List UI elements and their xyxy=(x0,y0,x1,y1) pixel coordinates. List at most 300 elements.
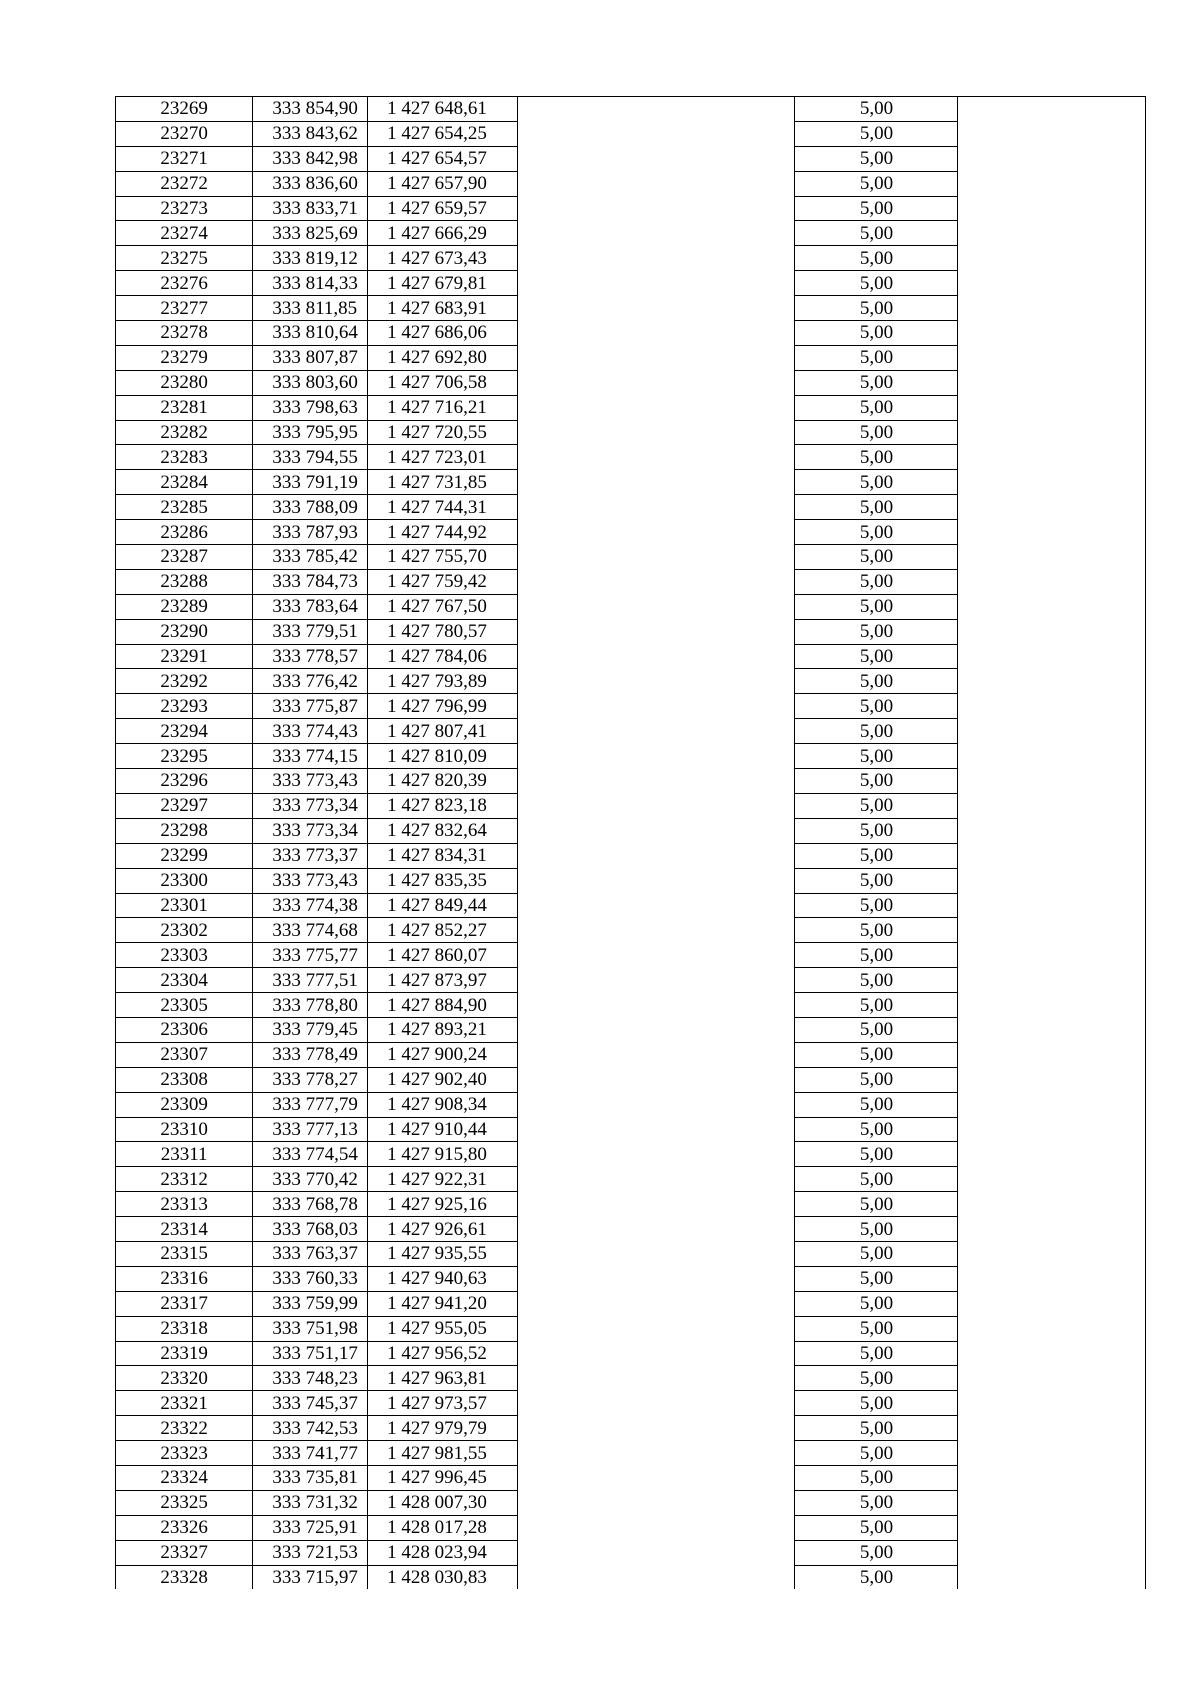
coordinate-y-cell: 333 715,97 xyxy=(253,1565,368,1589)
error-value-cell: 5,00 xyxy=(795,1192,958,1217)
empty-cell xyxy=(958,1515,1146,1540)
coordinate-x-cell: 1 427 926,61 xyxy=(368,1217,518,1242)
point-number-cell: 23313 xyxy=(116,1192,253,1217)
coordinate-x-cell: 1 427 925,16 xyxy=(368,1192,518,1217)
error-value-cell: 5,00 xyxy=(795,420,958,445)
point-number-cell: 23299 xyxy=(116,843,253,868)
empty-cell xyxy=(958,943,1146,968)
coordinate-y-cell: 333 773,34 xyxy=(253,818,368,843)
coordinate-y-cell: 333 779,51 xyxy=(253,619,368,644)
coordinate-y-cell: 333 788,09 xyxy=(253,495,368,520)
empty-cell xyxy=(517,694,795,719)
point-number-cell: 23321 xyxy=(116,1391,253,1416)
empty-cell xyxy=(958,1217,1146,1242)
table-row xyxy=(116,171,1146,196)
coordinate-y-cell: 333 741,77 xyxy=(253,1441,368,1466)
empty-cell xyxy=(517,1490,795,1515)
empty-cell xyxy=(958,146,1146,171)
table-row xyxy=(116,594,1146,619)
error-value-cell: 5,00 xyxy=(795,719,958,744)
error-value-cell: 5,00 xyxy=(795,1316,958,1341)
empty-cell xyxy=(958,345,1146,370)
error-value-cell: 5,00 xyxy=(795,868,958,893)
coordinate-x-cell: 1 427 686,06 xyxy=(368,321,518,346)
empty-cell xyxy=(517,445,795,470)
table-row xyxy=(116,843,1146,868)
table-row xyxy=(116,1092,1146,1117)
point-number-cell: 23304 xyxy=(116,968,253,993)
coordinate-y-cell: 333 783,64 xyxy=(253,594,368,619)
coordinate-y-cell: 333 774,15 xyxy=(253,744,368,769)
empty-cell xyxy=(958,420,1146,445)
coordinate-y-cell: 333 807,87 xyxy=(253,345,368,370)
coordinate-x-cell: 1 427 835,35 xyxy=(368,868,518,893)
coordinate-y-cell: 333 819,12 xyxy=(253,246,368,271)
error-value-cell: 5,00 xyxy=(795,744,958,769)
error-value-cell: 5,00 xyxy=(795,196,958,221)
coordinate-y-cell: 333 798,63 xyxy=(253,395,368,420)
coordinate-y-cell: 333 787,93 xyxy=(253,520,368,545)
coordinate-y-cell: 333 814,33 xyxy=(253,271,368,296)
empty-cell xyxy=(958,818,1146,843)
empty-cell xyxy=(517,395,795,420)
point-number-cell: 23324 xyxy=(116,1465,253,1490)
coordinate-y-cell: 333 778,27 xyxy=(253,1067,368,1092)
point-number-cell: 23278 xyxy=(116,321,253,346)
empty-cell xyxy=(517,520,795,545)
coordinate-x-cell: 1 427 852,27 xyxy=(368,918,518,943)
empty-cell xyxy=(958,1465,1146,1490)
point-number-cell: 23277 xyxy=(116,296,253,321)
table-row xyxy=(116,669,1146,694)
table-row xyxy=(116,1441,1146,1466)
coordinate-y-cell: 333 773,34 xyxy=(253,793,368,818)
table-row xyxy=(116,470,1146,495)
empty-cell xyxy=(517,918,795,943)
error-value-cell: 5,00 xyxy=(795,545,958,570)
empty-cell xyxy=(517,345,795,370)
table-row xyxy=(116,1540,1146,1565)
point-number-cell: 23318 xyxy=(116,1316,253,1341)
point-number-cell: 23325 xyxy=(116,1490,253,1515)
coordinate-x-cell: 1 427 915,80 xyxy=(368,1142,518,1167)
coordinate-x-cell: 1 427 922,31 xyxy=(368,1167,518,1192)
point-number-cell: 23310 xyxy=(116,1117,253,1142)
empty-cell xyxy=(517,1067,795,1092)
empty-cell xyxy=(517,470,795,495)
empty-cell xyxy=(517,993,795,1018)
coordinate-x-cell: 1 427 823,18 xyxy=(368,793,518,818)
point-number-cell: 23307 xyxy=(116,1042,253,1067)
point-number-cell: 23300 xyxy=(116,868,253,893)
coordinate-y-cell: 333 774,54 xyxy=(253,1142,368,1167)
coordinate-x-cell: 1 427 981,55 xyxy=(368,1441,518,1466)
coordinate-x-cell: 1 428 007,30 xyxy=(368,1490,518,1515)
table-row xyxy=(116,1416,1146,1441)
coordinate-x-cell: 1 427 796,99 xyxy=(368,694,518,719)
empty-cell xyxy=(517,246,795,271)
empty-cell xyxy=(958,968,1146,993)
empty-cell xyxy=(517,146,795,171)
point-number-cell: 23271 xyxy=(116,146,253,171)
empty-cell xyxy=(517,221,795,246)
point-number-cell: 23275 xyxy=(116,246,253,271)
error-value-cell: 5,00 xyxy=(795,1490,958,1515)
error-value-cell: 5,00 xyxy=(795,918,958,943)
coordinate-y-cell: 333 779,45 xyxy=(253,1017,368,1042)
coordinate-x-cell: 1 427 657,90 xyxy=(368,171,518,196)
empty-cell xyxy=(517,943,795,968)
coordinate-x-cell: 1 428 017,28 xyxy=(368,1515,518,1540)
error-value-cell: 5,00 xyxy=(795,843,958,868)
empty-cell xyxy=(958,793,1146,818)
empty-cell xyxy=(517,296,795,321)
error-value-cell: 5,00 xyxy=(795,271,958,296)
table-row xyxy=(116,1217,1146,1242)
empty-cell xyxy=(517,370,795,395)
coordinate-x-cell: 1 427 659,57 xyxy=(368,196,518,221)
point-number-cell: 23311 xyxy=(116,1142,253,1167)
coordinate-x-cell: 1 427 759,42 xyxy=(368,569,518,594)
table-row xyxy=(116,644,1146,669)
point-number-cell: 23288 xyxy=(116,569,253,594)
table-row xyxy=(116,445,1146,470)
error-value-cell: 5,00 xyxy=(795,1042,958,1067)
point-number-cell: 23279 xyxy=(116,345,253,370)
table-row xyxy=(116,918,1146,943)
coordinate-x-cell: 1 427 755,70 xyxy=(368,545,518,570)
empty-cell xyxy=(517,97,795,122)
error-value-cell: 5,00 xyxy=(795,221,958,246)
empty-cell xyxy=(517,644,795,669)
empty-cell xyxy=(517,1017,795,1042)
table-row xyxy=(116,296,1146,321)
table-row xyxy=(116,196,1146,221)
empty-cell xyxy=(517,1540,795,1565)
point-number-cell: 23273 xyxy=(116,196,253,221)
empty-cell xyxy=(958,1167,1146,1192)
point-number-cell: 23282 xyxy=(116,420,253,445)
empty-cell xyxy=(958,569,1146,594)
empty-cell xyxy=(958,1565,1146,1589)
coordinate-y-cell: 333 843,62 xyxy=(253,121,368,146)
coordinate-x-cell: 1 427 973,57 xyxy=(368,1391,518,1416)
point-number-cell: 23290 xyxy=(116,619,253,644)
coordinate-y-cell: 333 773,37 xyxy=(253,843,368,868)
empty-cell xyxy=(517,968,795,993)
empty-cell xyxy=(517,271,795,296)
empty-cell xyxy=(958,196,1146,221)
table-row xyxy=(116,569,1146,594)
table-row xyxy=(116,943,1146,968)
error-value-cell: 5,00 xyxy=(795,97,958,122)
coordinate-y-cell: 333 775,77 xyxy=(253,943,368,968)
point-number-cell: 23319 xyxy=(116,1341,253,1366)
empty-cell xyxy=(958,868,1146,893)
coordinates-table xyxy=(115,96,1146,1589)
point-number-cell: 23309 xyxy=(116,1092,253,1117)
coordinate-y-cell: 333 731,32 xyxy=(253,1490,368,1515)
coordinate-x-cell: 1 427 940,63 xyxy=(368,1266,518,1291)
empty-cell xyxy=(958,470,1146,495)
error-value-cell: 5,00 xyxy=(795,470,958,495)
point-number-cell: 23294 xyxy=(116,719,253,744)
point-number-cell: 23297 xyxy=(116,793,253,818)
error-value-cell: 5,00 xyxy=(795,793,958,818)
error-value-cell: 5,00 xyxy=(795,1540,958,1565)
coordinate-x-cell: 1 427 956,52 xyxy=(368,1341,518,1366)
coordinate-x-cell: 1 428 023,94 xyxy=(368,1540,518,1565)
empty-cell xyxy=(958,1067,1146,1092)
empty-cell xyxy=(958,918,1146,943)
error-value-cell: 5,00 xyxy=(795,1217,958,1242)
table-row xyxy=(116,1017,1146,1042)
empty-cell xyxy=(958,1241,1146,1266)
error-value-cell: 5,00 xyxy=(795,246,958,271)
empty-cell xyxy=(517,1142,795,1167)
empty-cell xyxy=(958,271,1146,296)
error-value-cell: 5,00 xyxy=(795,1515,958,1540)
empty-cell xyxy=(517,818,795,843)
point-number-cell: 23274 xyxy=(116,221,253,246)
coordinate-y-cell: 333 777,13 xyxy=(253,1117,368,1142)
point-number-cell: 23293 xyxy=(116,694,253,719)
error-value-cell: 5,00 xyxy=(795,594,958,619)
table-row xyxy=(116,1291,1146,1316)
coordinate-x-cell: 1 427 767,50 xyxy=(368,594,518,619)
coordinate-x-cell: 1 427 666,29 xyxy=(368,221,518,246)
empty-cell xyxy=(517,1441,795,1466)
empty-cell xyxy=(958,893,1146,918)
point-number-cell: 23272 xyxy=(116,171,253,196)
point-number-cell: 23320 xyxy=(116,1366,253,1391)
coordinate-y-cell: 333 778,57 xyxy=(253,644,368,669)
coordinate-x-cell: 1 427 654,25 xyxy=(368,121,518,146)
coordinate-x-cell: 1 427 849,44 xyxy=(368,893,518,918)
coordinate-y-cell: 333 735,81 xyxy=(253,1465,368,1490)
point-number-cell: 23283 xyxy=(116,445,253,470)
error-value-cell: 5,00 xyxy=(795,769,958,794)
empty-cell xyxy=(958,1017,1146,1042)
error-value-cell: 5,00 xyxy=(795,1565,958,1589)
coordinate-y-cell: 333 721,53 xyxy=(253,1540,368,1565)
empty-cell xyxy=(517,1092,795,1117)
empty-cell xyxy=(958,321,1146,346)
coordinate-x-cell: 1 427 810,09 xyxy=(368,744,518,769)
coordinate-y-cell: 333 777,51 xyxy=(253,968,368,993)
error-value-cell: 5,00 xyxy=(795,395,958,420)
coordinate-x-cell: 1 427 884,90 xyxy=(368,993,518,1018)
error-value-cell: 5,00 xyxy=(795,1341,958,1366)
error-value-cell: 5,00 xyxy=(795,121,958,146)
error-value-cell: 5,00 xyxy=(795,1465,958,1490)
coordinate-x-cell: 1 427 683,91 xyxy=(368,296,518,321)
error-value-cell: 5,00 xyxy=(795,1391,958,1416)
table-row xyxy=(116,1266,1146,1291)
error-value-cell: 5,00 xyxy=(795,445,958,470)
empty-cell xyxy=(958,1266,1146,1291)
table-row xyxy=(116,893,1146,918)
empty-cell xyxy=(958,1042,1146,1067)
table-row xyxy=(116,1465,1146,1490)
table-row xyxy=(116,1167,1146,1192)
error-value-cell: 5,00 xyxy=(795,893,958,918)
empty-cell xyxy=(517,1291,795,1316)
empty-cell xyxy=(958,246,1146,271)
empty-cell xyxy=(517,569,795,594)
empty-cell xyxy=(517,843,795,868)
empty-cell xyxy=(958,1192,1146,1217)
point-number-cell: 23303 xyxy=(116,943,253,968)
empty-cell xyxy=(517,793,795,818)
error-value-cell: 5,00 xyxy=(795,1067,958,1092)
coordinate-x-cell: 1 427 679,81 xyxy=(368,271,518,296)
coordinate-y-cell: 333 745,37 xyxy=(253,1391,368,1416)
empty-cell xyxy=(517,1565,795,1589)
point-number-cell: 23314 xyxy=(116,1217,253,1242)
table-row xyxy=(116,246,1146,271)
point-number-cell: 23328 xyxy=(116,1565,253,1589)
coordinate-x-cell: 1 427 744,31 xyxy=(368,495,518,520)
coordinate-y-cell: 333 811,85 xyxy=(253,296,368,321)
empty-cell xyxy=(958,843,1146,868)
table-row xyxy=(116,793,1146,818)
coordinate-y-cell: 333 854,90 xyxy=(253,97,368,122)
empty-cell xyxy=(517,1241,795,1266)
empty-cell xyxy=(517,594,795,619)
error-value-cell: 5,00 xyxy=(795,1416,958,1441)
empty-cell xyxy=(517,669,795,694)
empty-cell xyxy=(517,545,795,570)
table-row xyxy=(116,1067,1146,1092)
coordinate-x-cell: 1 427 908,34 xyxy=(368,1092,518,1117)
empty-cell xyxy=(958,694,1146,719)
coordinate-y-cell: 333 768,78 xyxy=(253,1192,368,1217)
point-number-cell: 23280 xyxy=(116,370,253,395)
coordinate-x-cell: 1 427 723,01 xyxy=(368,445,518,470)
coordinate-y-cell: 333 775,87 xyxy=(253,694,368,719)
coordinate-x-cell: 1 427 706,58 xyxy=(368,370,518,395)
empty-cell xyxy=(958,445,1146,470)
error-value-cell: 5,00 xyxy=(795,569,958,594)
empty-cell xyxy=(958,97,1146,122)
empty-cell xyxy=(958,1540,1146,1565)
empty-cell xyxy=(958,1341,1146,1366)
coordinate-y-cell: 333 785,42 xyxy=(253,545,368,570)
point-number-cell: 23276 xyxy=(116,271,253,296)
point-number-cell: 23312 xyxy=(116,1167,253,1192)
coordinate-x-cell: 1 427 654,57 xyxy=(368,146,518,171)
table-row xyxy=(116,1490,1146,1515)
coordinate-x-cell: 1 427 873,97 xyxy=(368,968,518,993)
coordinate-x-cell: 1 427 673,43 xyxy=(368,246,518,271)
error-value-cell: 5,00 xyxy=(795,1441,958,1466)
empty-cell xyxy=(958,1291,1146,1316)
point-number-cell: 23322 xyxy=(116,1416,253,1441)
empty-cell xyxy=(958,1416,1146,1441)
point-number-cell: 23301 xyxy=(116,893,253,918)
point-number-cell: 23302 xyxy=(116,918,253,943)
point-number-cell: 23284 xyxy=(116,470,253,495)
coordinate-y-cell: 333 773,43 xyxy=(253,769,368,794)
table-row xyxy=(116,1042,1146,1067)
point-number-cell: 23326 xyxy=(116,1515,253,1540)
coordinate-x-cell: 1 427 902,40 xyxy=(368,1067,518,1092)
coordinate-y-cell: 333 751,98 xyxy=(253,1316,368,1341)
empty-cell xyxy=(517,420,795,445)
empty-cell xyxy=(958,395,1146,420)
coordinate-y-cell: 333 774,38 xyxy=(253,893,368,918)
table-row xyxy=(116,1341,1146,1366)
point-number-cell: 23281 xyxy=(116,395,253,420)
table-row xyxy=(116,818,1146,843)
table-row xyxy=(116,619,1146,644)
error-value-cell: 5,00 xyxy=(795,1167,958,1192)
coordinate-x-cell: 1 427 720,55 xyxy=(368,420,518,445)
table-row xyxy=(116,1366,1146,1391)
coordinate-y-cell: 333 748,23 xyxy=(253,1366,368,1391)
error-value-cell: 5,00 xyxy=(795,619,958,644)
error-value-cell: 5,00 xyxy=(795,1241,958,1266)
coordinate-x-cell: 1 427 793,89 xyxy=(368,669,518,694)
empty-cell xyxy=(958,370,1146,395)
point-number-cell: 23308 xyxy=(116,1067,253,1092)
coordinate-x-cell: 1 427 780,57 xyxy=(368,619,518,644)
coordinate-y-cell: 333 791,19 xyxy=(253,470,368,495)
point-number-cell: 23286 xyxy=(116,520,253,545)
table-row xyxy=(116,744,1146,769)
empty-cell xyxy=(517,495,795,520)
empty-cell xyxy=(958,644,1146,669)
error-value-cell: 5,00 xyxy=(795,818,958,843)
coordinate-y-cell: 333 773,43 xyxy=(253,868,368,893)
coordinate-y-cell: 333 751,17 xyxy=(253,1341,368,1366)
point-number-cell: 23296 xyxy=(116,769,253,794)
coordinate-y-cell: 333 778,80 xyxy=(253,993,368,1018)
empty-cell xyxy=(517,1042,795,1067)
empty-cell xyxy=(517,1192,795,1217)
empty-cell xyxy=(958,719,1146,744)
coordinate-y-cell: 333 836,60 xyxy=(253,171,368,196)
empty-cell xyxy=(517,1266,795,1291)
coordinate-x-cell: 1 427 744,92 xyxy=(368,520,518,545)
empty-cell xyxy=(958,1391,1146,1416)
table-row xyxy=(116,1241,1146,1266)
coordinate-x-cell: 1 427 834,31 xyxy=(368,843,518,868)
error-value-cell: 5,00 xyxy=(795,694,958,719)
error-value-cell: 5,00 xyxy=(795,321,958,346)
coordinate-y-cell: 333 833,71 xyxy=(253,196,368,221)
table-row xyxy=(116,1117,1146,1142)
coordinate-x-cell: 1 427 910,44 xyxy=(368,1117,518,1142)
coordinate-x-cell: 1 427 731,85 xyxy=(368,470,518,495)
table-row xyxy=(116,545,1146,570)
empty-cell xyxy=(958,1142,1146,1167)
empty-cell xyxy=(517,619,795,644)
coordinate-y-cell: 333 810,64 xyxy=(253,321,368,346)
coordinate-x-cell: 1 427 900,24 xyxy=(368,1042,518,1067)
point-number-cell: 23327 xyxy=(116,1540,253,1565)
point-number-cell: 23291 xyxy=(116,644,253,669)
coordinate-x-cell: 1 427 979,79 xyxy=(368,1416,518,1441)
empty-cell xyxy=(958,993,1146,1018)
empty-cell xyxy=(958,221,1146,246)
coordinate-y-cell: 333 759,99 xyxy=(253,1291,368,1316)
error-value-cell: 5,00 xyxy=(795,669,958,694)
empty-cell xyxy=(517,1416,795,1441)
empty-cell xyxy=(958,495,1146,520)
table-row xyxy=(116,370,1146,395)
